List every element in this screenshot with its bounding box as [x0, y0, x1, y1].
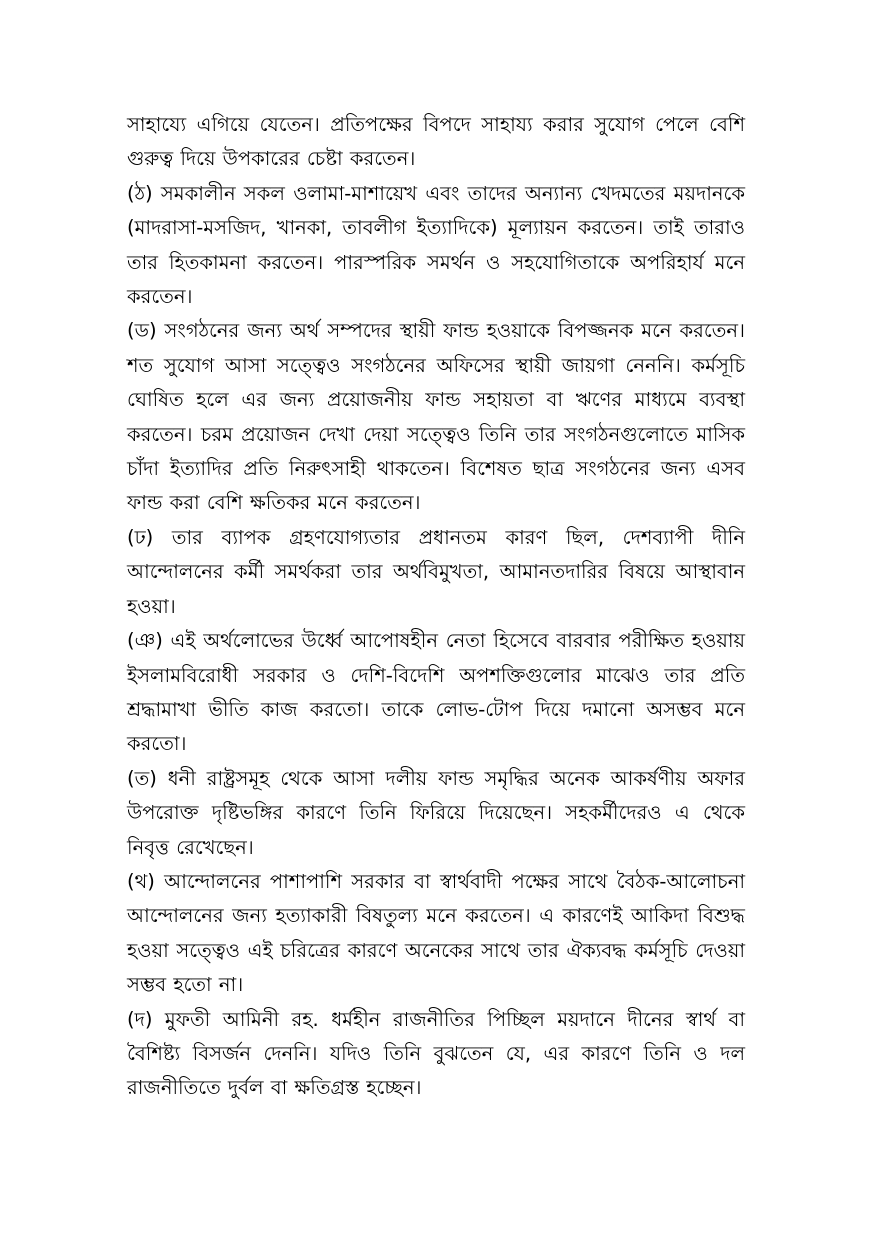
paragraph-ta: (ত) ধনী রাষ্ট্রসমূহ থেকে আসা দলীয় ফান্ড সমৃদ্ধির অনেক আকর্ষণীয় অফার উপরোক্ত দৃষ্টিভঙ্গির কারণে তিনি ফিরিয়ে দিয়েছেন। সহকর্মীদেরও এ থেকে নিবৃত্ত রেখেছেন। — [127, 766, 745, 859]
page-body — [127, 108, 745, 1106]
paragraph-continuation: সাহায্যে এগিয়ে যেতেন। প্রতিপক্ষের বিপদে সাহায্য করার সুযোগ পেলে বেশি গুরুত্ব দিয়ে উপকারের চেষ্টা করতেন। — [127, 113, 745, 171]
paragraph-dda: (ড) সংগঠনের জন্য অর্থ সম্পদের স্থায়ী ফান্ড হওয়াকে বিপজ্জনক মনে করতেন। শত সুযোগ আসা সত্ত্বেও সংগঠনের অফিসের স্থায়ী জায়গা নেননি। কর্মসূচি ঘোষিত হলে এর জন্য প্রয়োজনীয় ফান্ড সহায়তা বা ঋণের মাধ্যমে ব্যবস্থা করতেন। চরম প্রয়োজন দেখা দেয়া সত্ত্বেও তিনি তার সংগঠনগুলোতে মাসিক চাঁদা ইত্যাদির প্রতি নিরুৎসাহী থাকতেন। বিশেষত ছাত্র সংগঠনের জন্য এসব ফান্ড করা বেশি ক্ষতিকর মনে করতেন। — [127, 319, 745, 515]
paragraph-tha-aspirated: (থ) আন্দোলনের পাশাপাশি সরকার বা স্বার্থবাদী পক্ষের সাথে বৈঠক-আলোচনা আন্দোলনের জন্য হত্যাকারী বিষতুল্য মনে করতেন। এ কারণেই আকিদা বিশুদ্ধ হওয়া সত্ত্বেও এই চরিত্রের কারণে অনেকের সাথে তার ঐক্যবদ্ধ কর্মসূচি দেওয়া সম্ভব হতো না। — [127, 869, 745, 997]
paragraph-tha: (ঠ) সমকালীন সকল ওলামা-মাশায়েখ এবং তাদের অন্যান্য খেদমতের ময়দানকে (মাদরাসা-মসজিদ, খানকা, তাবলীগ ইত্যাদিকে) মূল্যায়ন করতেন। তাই তারাও তার হিতকামনা করতেন। পারস্পরিক সমর্থন ও সহযোগিতাকে অপরিহার্য মনে করতেন। — [127, 181, 745, 309]
paragraph-ddha: (ঢ) তার ব্যাপক গ্রহণযোগ্যতার প্রধানতম কারণ ছিল, দেশব্যাপী দীনি আন্দোলনের কর্মী সমর্থকরা তার অর্থবিমুখতা, আমানতদারির বিষয়ে আস্থাবান হওয়া। — [127, 525, 745, 618]
paragraph-nya: (ঞ) এই অর্থলোভের উর্ধ্বে আপোষহীন নেতা হিসেবে বারবার পরীক্ষিত হওয়ায় ইসলামবিরোধী সরকার ও দেশি-বিদেশি অপশক্তিগুলোর মাঝেও তার প্রতি শ্রদ্ধামাখা ভীতি কাজ করতো। তাকে লোভ-টোপ দিয়ে দমানো অসম্ভব মনে করতো। — [127, 629, 745, 756]
paragraph-da: (দ) মুফতী আমিনী রহ. ধর্মহীন রাজনীতির পিচ্ছিল ময়দানে দীনের স্বার্থ বা বৈশিষ্ট্য বিসর্জন দেননি। যদিও তিনি বুঝতেন যে, এর কারণে তিনি ও দল রাজনীতিতে দুর্বল বা ক্ষতিগ্রস্ত হচ্ছেন। — [127, 1007, 745, 1100]
